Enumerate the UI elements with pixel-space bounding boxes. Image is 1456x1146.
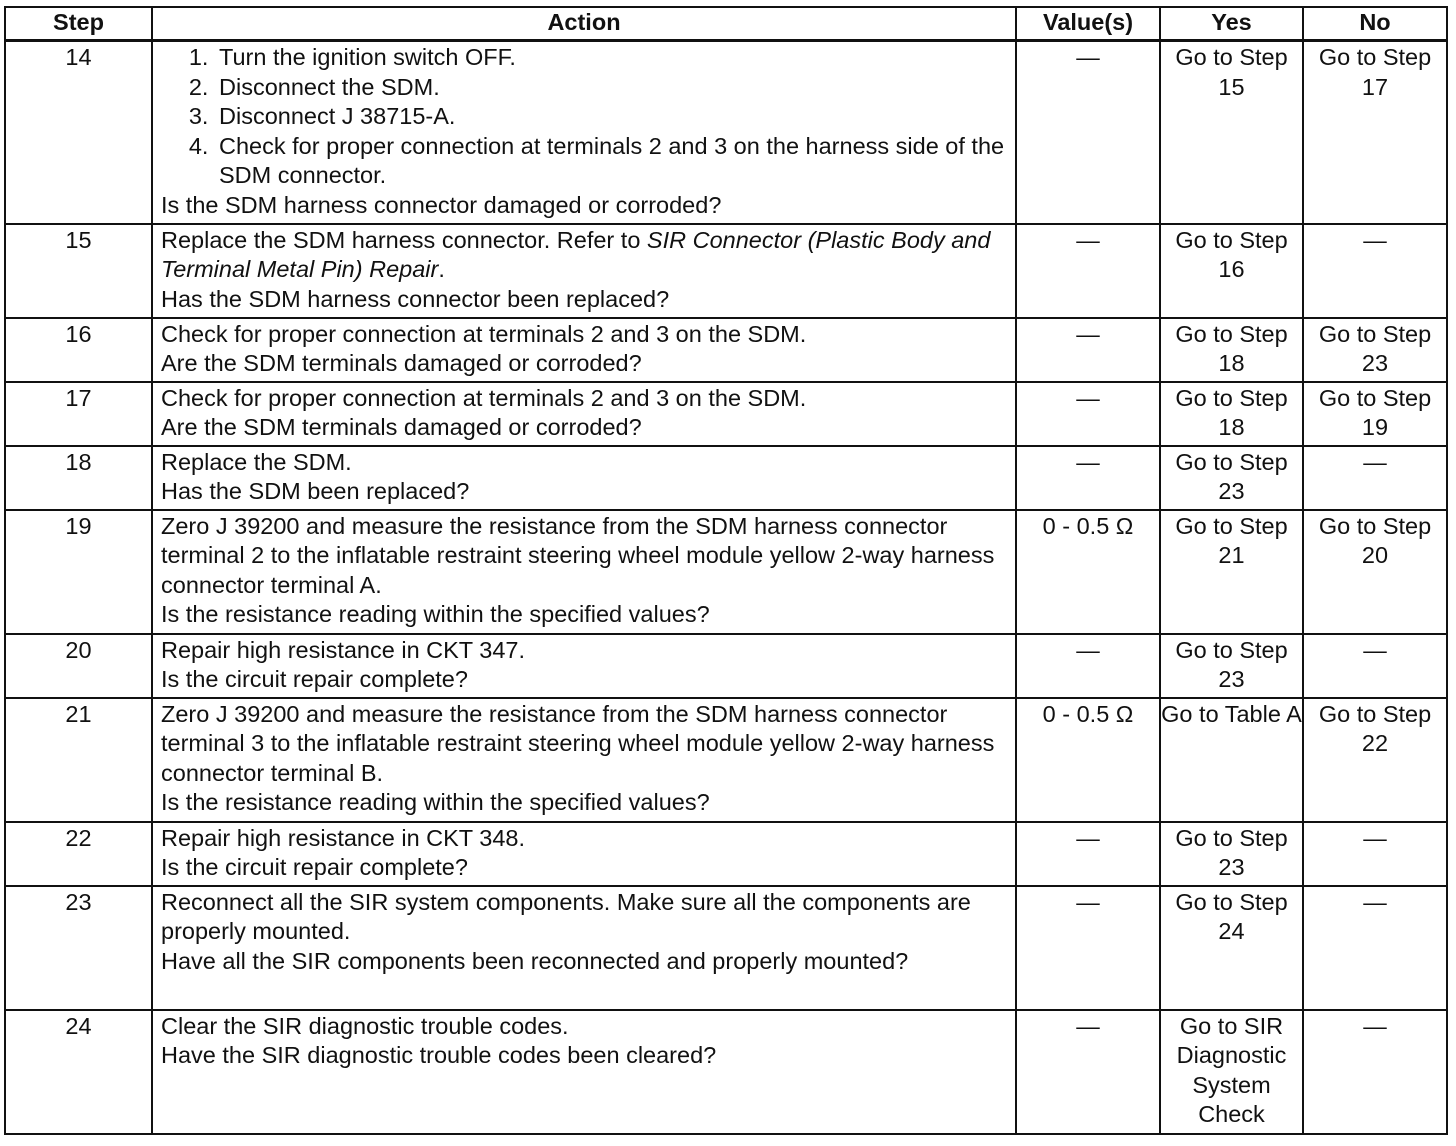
value-cell: 0 - 0.5 Ω <box>1016 698 1160 822</box>
yes-cell: Go to SIR Diagnostic System Check <box>1160 1010 1303 1134</box>
action-question: Is the resistance reading within the specified values? <box>161 601 710 627</box>
value-cell: — <box>1016 446 1160 510</box>
action-question: Is the circuit repair complete? <box>161 666 468 692</box>
table-row <box>5 446 1447 510</box>
action-text: Reconnect all the SIR system components. Make sure all the components are properly mounted. <box>161 888 971 944</box>
action-text: Replace the SDM. <box>161 448 352 475</box>
action-text: Zero J 39200 and measure the resistance from the SDM harness connector terminal 3 to the inflatable restraint steering wheel module yellow 2-way harness connector terminal B. <box>161 700 995 786</box>
action-text <box>161 226 1005 285</box>
action-cell <box>152 886 1016 1010</box>
action-text: Zero J 39200 and measure the resistance from the SDM harness connector terminal 2 to the inflatable restraint steering wheel module yellow 2-way harness connector terminal A. <box>161 512 995 598</box>
table-row <box>5 822 1447 886</box>
no-cell: — <box>1303 224 1447 318</box>
step-number: 22 <box>5 822 152 886</box>
yes-cell: Go to Step 23 <box>1160 822 1303 886</box>
action-cell <box>152 318 1016 382</box>
step-number: 19 <box>5 510 152 634</box>
repair-reference: SIR Connector (Plastic Body and Terminal Metal Pin) Repair <box>161 226 991 282</box>
action-step-item: 1. Turn the ignition switch OFF. <box>215 43 1005 73</box>
action-text: Repair high resistance in CKT 348. <box>161 824 526 851</box>
table-row <box>5 382 1447 446</box>
no-cell: Go to Step 17 <box>1303 41 1447 224</box>
step-number: 14 <box>5 41 152 224</box>
step-number: 23 <box>5 886 152 1010</box>
table-row <box>5 510 1447 634</box>
table-row <box>5 634 1447 698</box>
no-cell: Go to Step 19 <box>1303 382 1447 446</box>
yes-cell: Go to Step 18 <box>1160 382 1303 446</box>
step-number: 15 <box>5 224 152 318</box>
value-cell: 0 - 0.5 Ω <box>1016 510 1160 634</box>
action-question: Has the SDM been replaced? <box>161 478 470 504</box>
no-cell: — <box>1303 1010 1447 1134</box>
value-cell: — <box>1016 41 1160 224</box>
table-row <box>5 224 1447 318</box>
action-question: Have the SIR diagnostic trouble codes been cleared? <box>161 1042 717 1068</box>
header-step: Step <box>5 7 152 41</box>
yes-cell: Go to Table A <box>1160 698 1303 822</box>
step-number: 16 <box>5 318 152 382</box>
yes-cell: Go to Step 16 <box>1160 224 1303 318</box>
action-question: Has the SDM harness connector been replaced? <box>161 285 670 312</box>
value-cell: — <box>1016 382 1160 446</box>
value-cell: — <box>1016 822 1160 886</box>
action-cell <box>152 382 1016 446</box>
action-question: Is the SDM harness connector damaged or corroded? <box>161 191 722 218</box>
yes-cell: Go to Step 18 <box>1160 318 1303 382</box>
table-row <box>5 698 1447 822</box>
header-row <box>5 7 1447 41</box>
action-cell <box>152 822 1016 886</box>
no-cell: — <box>1303 822 1447 886</box>
table-row <box>5 41 1447 224</box>
table-row <box>5 1010 1447 1134</box>
action-cell <box>152 41 1016 224</box>
action-text: Check for proper connection at terminals 2 and 3 on the SDM. <box>161 320 807 347</box>
yes-cell: Go to Step 23 <box>1160 446 1303 510</box>
no-cell: Go to Step 23 <box>1303 318 1447 382</box>
action-steps <box>161 43 1005 191</box>
step-number: 24 <box>5 1010 152 1134</box>
action-text: Clear the SIR diagnostic trouble codes. <box>161 1012 569 1039</box>
value-cell: — <box>1016 634 1160 698</box>
action-cell <box>152 446 1016 510</box>
no-cell: — <box>1303 886 1447 1010</box>
diagnostic-table <box>4 6 1448 1135</box>
step-number: 20 <box>5 634 152 698</box>
yes-cell: Go to Step 23 <box>1160 634 1303 698</box>
table-row <box>5 318 1447 382</box>
action-text-after: . <box>438 256 445 282</box>
step-number: 17 <box>5 382 152 446</box>
no-cell: — <box>1303 634 1447 698</box>
step-number: 21 <box>5 698 152 822</box>
header-action: Action <box>152 7 1016 41</box>
action-step-item: 4. Check for proper connection at terminals 2 and 3 on the harness side of the SDM connector. <box>215 132 1005 191</box>
yes-cell: Go to Step 24 <box>1160 886 1303 1010</box>
header-no: No <box>1303 7 1447 41</box>
action-step-item: 3. Disconnect J 38715-A. <box>215 102 1005 132</box>
action-cell <box>152 1010 1016 1134</box>
action-cell <box>152 224 1016 318</box>
action-question: Are the SDM terminals damaged or corroded? <box>161 414 642 440</box>
table-row <box>5 886 1447 1010</box>
header-values: Value(s) <box>1016 7 1160 41</box>
action-cell <box>152 698 1016 822</box>
value-cell: — <box>1016 318 1160 382</box>
action-question: Is the resistance reading within the specified values? <box>161 789 710 815</box>
step-number: 18 <box>5 446 152 510</box>
action-text: Check for proper connection at terminals 2 and 3 on the SDM. <box>161 384 807 411</box>
action-text-before: Replace the SDM harness connector. Refer to <box>161 226 647 253</box>
action-question: Is the circuit repair complete? <box>161 854 468 880</box>
action-text: Repair high resistance in CKT 347. <box>161 636 526 663</box>
action-cell <box>152 634 1016 698</box>
value-cell: — <box>1016 1010 1160 1134</box>
yes-cell: Go to Step 21 <box>1160 510 1303 634</box>
value-cell: — <box>1016 224 1160 318</box>
value-cell: — <box>1016 886 1160 1010</box>
action-question: Are the SDM terminals damaged or corroded? <box>161 350 642 376</box>
no-cell: Go to Step 20 <box>1303 510 1447 634</box>
yes-cell: Go to Step 15 <box>1160 41 1303 224</box>
action-question: Have all the SIR components been reconnected and properly mounted? <box>161 947 909 974</box>
no-cell: Go to Step 22 <box>1303 698 1447 822</box>
header-yes: Yes <box>1160 7 1303 41</box>
no-cell: — <box>1303 446 1447 510</box>
action-cell <box>152 510 1016 634</box>
action-step-item: 2. Disconnect the SDM. <box>215 73 1005 103</box>
